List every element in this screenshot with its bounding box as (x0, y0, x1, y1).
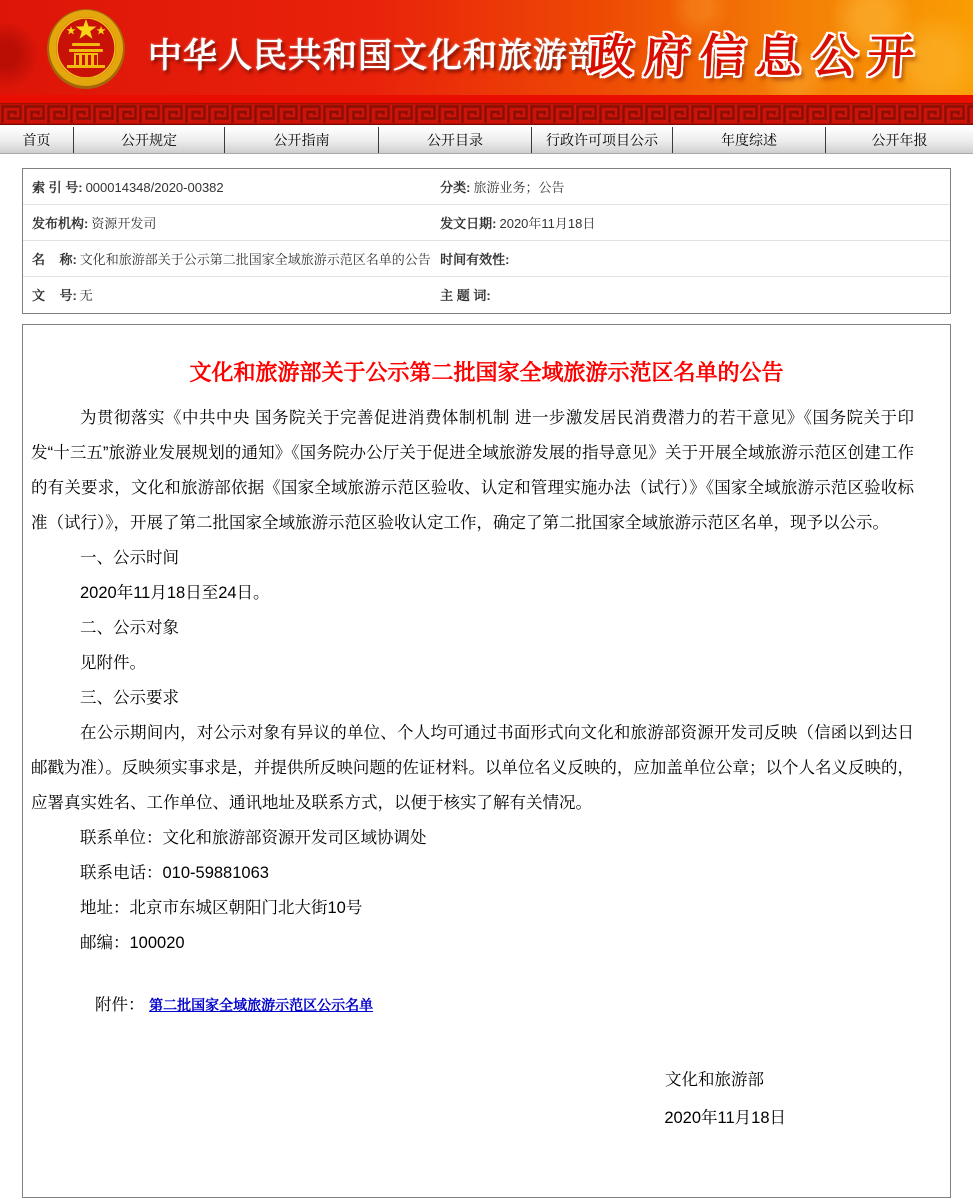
section-heading-2: 二、公示对象 (80, 619, 179, 637)
meta-value-category: 旅游业务；公告 (473, 179, 565, 195)
paragraph-see-attachment: 见附件。 (80, 654, 146, 672)
nav-item-disclosure-guide[interactable]: 公开指南 (225, 127, 379, 153)
meta-row-name (23, 241, 950, 277)
paragraph-publicity-time: 2020年11月18日至24日。 (80, 584, 270, 602)
contact-postcode-line: 邮编：100020 (80, 934, 185, 952)
meta-value-doc-name: 文化和旅游部关于公示第二批国家全域旅游示范区名单的公告 (79, 251, 431, 267)
contact-phone-line: 联系电话：010-59881063 (80, 864, 269, 882)
article-body (31, 401, 914, 961)
meta-label-issuing-agency: 发布机构: (32, 215, 89, 231)
contact-address-line: 地址：北京市东城区朝阳门北大街10号 (80, 899, 363, 917)
meta-label-doc-name: 名 称: (32, 251, 77, 267)
nav-item-home[interactable]: 首页 (0, 127, 74, 153)
meta-value-doc-number: 无 (79, 288, 93, 303)
nav-item-disclosure-catalog[interactable]: 公开目录 (379, 127, 532, 153)
meta-label-index-no: 索 引 号: (32, 179, 83, 195)
meta-label-category: 分类: (440, 179, 471, 195)
meta-value-issue-date: 2020年11月18日 (499, 215, 596, 231)
meta-value-issuing-agency: 资源开发司 (91, 215, 157, 231)
nav-item-admin-license-publicity[interactable]: 行政许可项目公示 (532, 127, 673, 153)
document-metadata-table (22, 168, 951, 314)
section-heading-3: 三、公示要求 (80, 689, 179, 707)
attachment-link[interactable]: 第二批国家全域旅游示范区公示名单 (149, 997, 374, 1013)
site-header (0, 0, 973, 95)
attachment-label: 附件： (95, 996, 145, 1014)
meta-row-doc-number (23, 277, 950, 313)
meta-label-issue-date: 发文日期: (440, 215, 497, 231)
national-emblem-icon (45, 7, 127, 91)
meta-label-subject-words: 主 题 词: (440, 288, 491, 303)
meta-row-issuer (23, 205, 950, 241)
ministry-title: 中华人民共和国文化和旅游部 (148, 37, 603, 75)
meta-row-index (23, 169, 950, 205)
section-heading-1: 一、公示时间 (80, 549, 179, 567)
meta-value-index-no: 000014348/2020-00382 (85, 179, 224, 195)
signature-date: 2020年11月18日 (664, 1109, 786, 1127)
attachment-row (31, 991, 914, 1015)
meta-label-validity: 时间有效性: (440, 251, 510, 267)
paragraph-intro: 为贯彻落实《中共中央 国务院关于完善促进消费体制机制 进一步激发居民消费潜力的若干意见》《国务院关于印发“十三五”旅游业发展规划的通知》《国务院办公厅关于促进全域旅游发展的指导意见》关于开展全域旅游示范区创建工作的有关要求，文化和旅游部依据《国家全域旅游示范区验收、认定和管理实施办法（试行）》《国家全域旅游示范区验收标准（试行）》，开展了第二批国家全域旅游示范区验收认定工作，确定了第二批国家全域旅游示范区名单，现予以公示。 (31, 409, 914, 532)
signature-block (31, 1061, 914, 1137)
gov-info-disclosure-title: 政府信息公开 (586, 30, 926, 82)
article-title: 文化和旅游部关于公示第二批国家全域旅游示范区名单的公告 (189, 360, 784, 385)
nav-item-annual-summary[interactable]: 年度综述 (673, 127, 826, 153)
meta-label-doc-number: 文 号: (32, 288, 77, 303)
contact-unit-line: 联系单位：文化和旅游部资源开发司区域协调处 (80, 829, 427, 847)
nav-item-annual-report[interactable]: 公开年报 (871, 132, 928, 148)
paragraph-requirements: 在公示期间内，对公示对象有异议的单位、个人均可通过书面形式向文化和旅游部资源开发司反映（信函以到达日邮戳为准）。反映须实事求是，并提供所反映问题的佐证材料。以单位名义反映的，应加盖单位公章；以个人名义反映的，应署真实姓名、工作单位、通讯地址及联系方式，以便于核实了解有关情况。 (31, 724, 914, 812)
nav-item-disclosure-rules[interactable]: 公开规定 (74, 127, 225, 153)
signature-organization: 文化和旅游部 (665, 1071, 764, 1089)
article-content-box (22, 324, 951, 1198)
main-nav (0, 127, 973, 154)
meander-pattern-band (0, 103, 973, 125)
red-strip-divider (0, 95, 973, 103)
